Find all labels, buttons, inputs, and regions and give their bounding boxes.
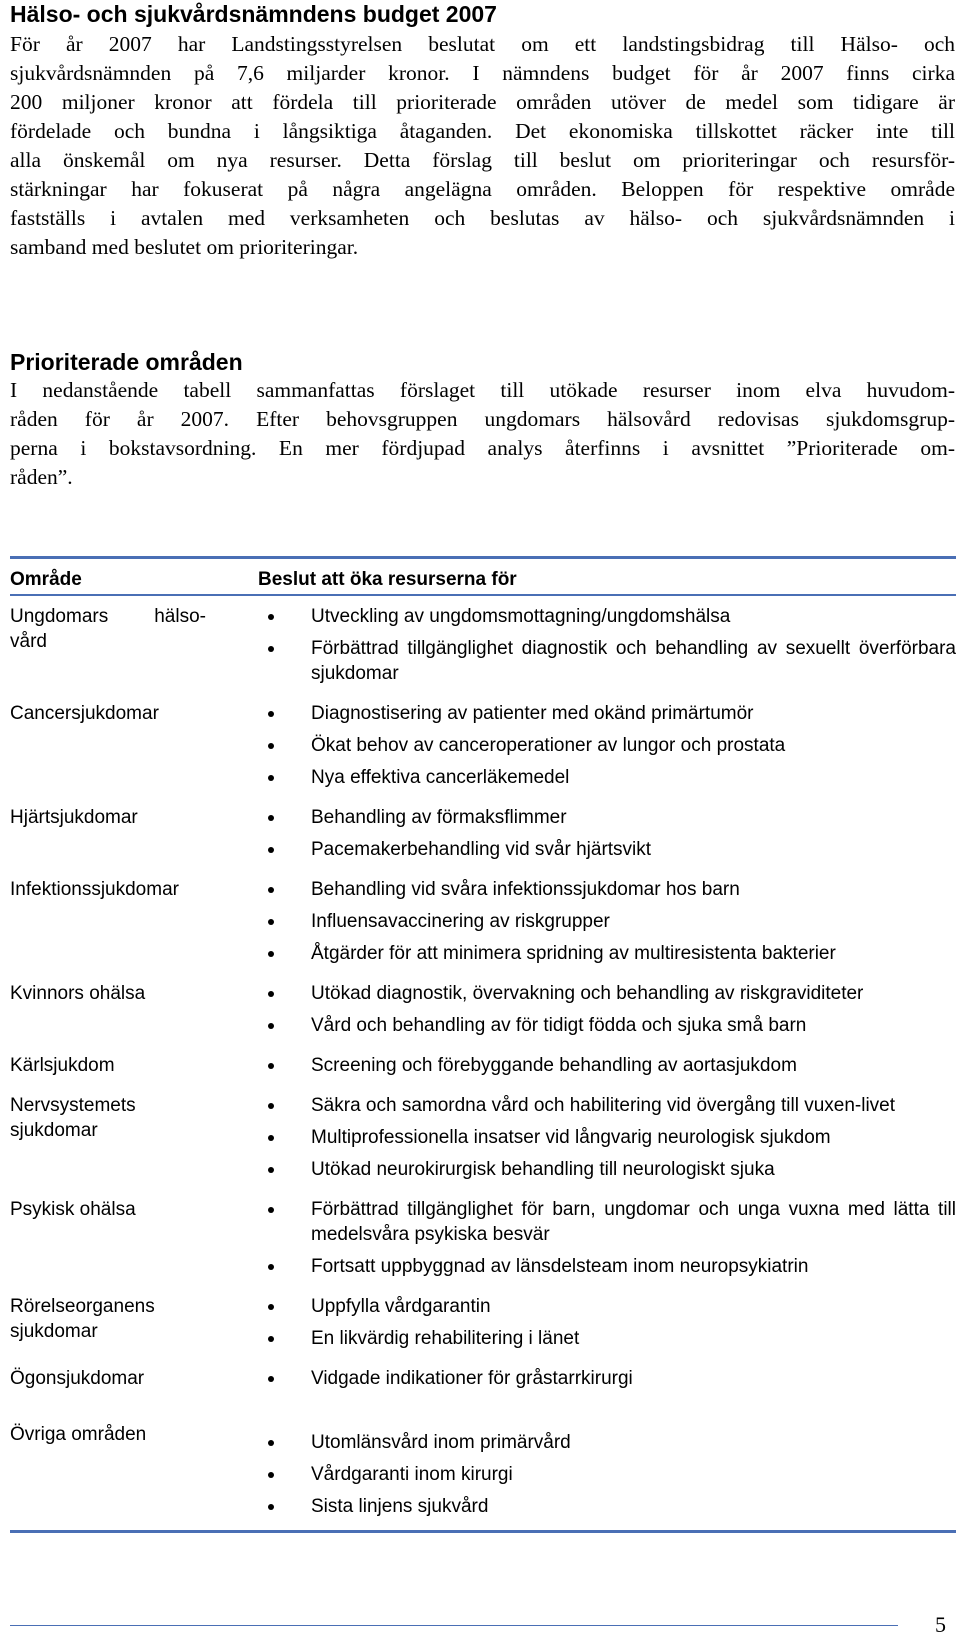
- area-label: Hjärtsjukdomar: [10, 807, 138, 828]
- decision-cell: [258, 973, 956, 1045]
- area-cell: [10, 973, 258, 1045]
- decision-cell: [258, 797, 956, 869]
- list-item: Utökad diagnostik, övervakning och behandling av riskgraviditeter: [258, 981, 956, 1006]
- area-cell: [10, 1398, 258, 1532]
- area-cell: [10, 869, 258, 973]
- decision-list: [258, 1189, 956, 1279]
- paragraph-line: fastställs i avtalen med verksamheten och beslutas av hälso- och sjukvårdsnämnden i: [10, 206, 955, 230]
- paragraph-line: råden för år 2007. Efter behovsgruppen ungdomars hälsovård redovisas sjukdomsgrup-: [10, 407, 955, 431]
- paragraph-line: alla önskemål om nya resurser. Detta förslag till beslut om prioriteringar och resursför-: [10, 148, 955, 172]
- area-cell: [10, 1286, 258, 1358]
- table-row: [10, 1189, 956, 1286]
- table-row: [10, 1045, 956, 1085]
- area-label: Cancersjukdomar: [10, 703, 159, 724]
- paragraph-line: samband med beslutet om prioriteringar.: [10, 235, 359, 259]
- priorities-paragraph: [10, 376, 955, 492]
- table-row: [10, 1398, 956, 1532]
- area-cell: [10, 1085, 258, 1189]
- table-header-row: [10, 558, 956, 596]
- decision-list: [258, 1358, 956, 1391]
- area-label: sjukdomar: [10, 1321, 98, 1342]
- list-item: Förbättrad tillgänglighet diagnostik och behandling av sexuellt överförbara sjukdomar: [258, 636, 956, 686]
- paragraph-line: sjukvårdsnämnden på 7,6 miljarder kronor. I nämndens budget för år 2007 finns cirka: [10, 61, 955, 85]
- area-cell: [10, 797, 258, 869]
- priorities-table: [10, 556, 956, 1533]
- area-label: Infektionssjukdomar: [10, 879, 179, 900]
- list-item: Behandling av förmaksflimmer: [258, 805, 956, 830]
- paragraph-line: perna i bokstavsordning. En mer fördjupad analys återfinns i avsnittet ”Prioriterade om-: [10, 436, 955, 460]
- area-label: Övriga områden: [10, 1424, 147, 1445]
- decision-list: [258, 797, 956, 862]
- section-title-budget: Hälso- och sjukvårdsnämndens budget 2007: [10, 1, 497, 27]
- area-label: Nervsystemets: [10, 1095, 136, 1116]
- budget-paragraph: [10, 30, 955, 262]
- decision-cell: [258, 693, 956, 797]
- table-row: [10, 595, 956, 693]
- decision-list: [258, 1045, 956, 1078]
- table-row: [10, 1286, 956, 1358]
- decision-list: [258, 693, 956, 790]
- list-item: Screening och förebyggande behandling av aortasjukdom: [258, 1053, 956, 1078]
- list-item: Pacemakerbehandling vid svår hjärtsvikt: [258, 837, 956, 862]
- area-label: Psykisk ohälsa: [10, 1199, 136, 1220]
- decision-cell: [258, 1286, 956, 1358]
- area-label: sjukdomar: [10, 1120, 98, 1141]
- decision-cell: [258, 869, 956, 973]
- decision-list: [258, 1286, 956, 1351]
- decision-list: [258, 596, 956, 686]
- paragraph-line: För år 2007 har Landstingsstyrelsen beslutat om ett landstingsbidrag till Hälso- och: [10, 32, 955, 56]
- area-cell: [10, 693, 258, 797]
- area-cell: [10, 1045, 258, 1085]
- decision-list: [258, 973, 956, 1038]
- list-item: Diagnostisering av patienter med okänd primärtumör: [258, 701, 956, 726]
- table-row: [10, 869, 956, 973]
- list-item: Åtgärder för att minimera spridning av multiresistenta bakterier: [258, 941, 956, 966]
- list-item: Ökat behov av canceroperationer av lungor och prostata: [258, 733, 956, 758]
- list-item: Fortsatt uppbyggnad av länsdelsteam inom neuropsykiatrin: [258, 1254, 956, 1279]
- paragraph-line: I nedanstående tabell sammanfattas förslaget till utökade resurser inom elva huvudom-: [10, 378, 955, 402]
- table-row: [10, 797, 956, 869]
- list-item: Behandling vid svåra infektionssjukdomar hos barn: [258, 877, 956, 902]
- decision-cell: [258, 1189, 956, 1286]
- paragraph-line: fördelade och bundna i långsiktiga åtaganden. Det ekonomiska tillskottet räcker inte till: [10, 119, 955, 143]
- area-label: vård: [10, 631, 47, 652]
- list-item: Multiprofessionella insatser vid långvarig neurologisk sjukdom: [258, 1125, 956, 1150]
- decision-list: [258, 1085, 956, 1182]
- table-row: [10, 1358, 956, 1398]
- list-item: Utveckling av ungdomsmottagning/ungdomshälsa: [258, 604, 956, 629]
- area-cell: [10, 595, 258, 693]
- list-item: Uppfylla vårdgarantin: [258, 1294, 956, 1319]
- list-item: Utomlänsvård inom primärvård: [258, 1430, 956, 1455]
- decision-list: [258, 869, 956, 966]
- decision-cell: [258, 1358, 956, 1398]
- list-item: Utökad neurokirurgisk behandling till neurologiskt sjuka: [258, 1157, 956, 1182]
- decision-cell: [258, 595, 956, 693]
- area-cell: [10, 1358, 258, 1398]
- list-item: Sista linjens sjukvård: [258, 1494, 956, 1519]
- area-label: Rörelseorganens: [10, 1296, 155, 1317]
- column-header-area: Område: [10, 558, 258, 596]
- footer-divider: [10, 1625, 898, 1626]
- table-row: [10, 1085, 956, 1189]
- list-item: En likvärdig rehabilitering i länet: [258, 1326, 956, 1351]
- paragraph-line: 200 miljoner kronor att fördela till prioriterade områden utöver de medel som tidigare är: [10, 90, 955, 114]
- column-header-decision: Beslut att öka resurserna för: [258, 558, 956, 596]
- area-label: Ungdomars hälso-: [10, 606, 206, 627]
- list-item: Vidgade indikationer för gråstarrkirurgi: [258, 1366, 956, 1391]
- table-row: [10, 973, 956, 1045]
- section-title-priorities: Prioriterade områden: [10, 349, 243, 375]
- paragraph-line: stärkningar har fokuserat på några angelägna områden. Beloppen för respektive område: [10, 177, 955, 201]
- decision-cell: [258, 1085, 956, 1189]
- list-item: Säkra och samordna vård och habilitering vid övergång till vuxen-livet: [258, 1093, 956, 1118]
- area-label: Ögonsjukdomar: [10, 1368, 145, 1389]
- decision-cell: [258, 1045, 956, 1085]
- table-body: [10, 595, 956, 1532]
- page-number: 5: [935, 1612, 946, 1637]
- list-item: Vård och behandling av för tidigt födda och sjuka små barn: [258, 1013, 956, 1038]
- list-item: Influensavaccinering av riskgrupper: [258, 909, 956, 934]
- list-item: Vårdgaranti inom kirurgi: [258, 1462, 956, 1487]
- area-label: Kärlsjukdom: [10, 1055, 115, 1076]
- decision-list: [258, 1422, 956, 1519]
- table-row: [10, 693, 956, 797]
- list-item: Nya effektiva cancerläkemedel: [258, 765, 956, 790]
- paragraph-line: råden”.: [10, 465, 73, 489]
- list-item: Förbättrad tillgänglighet för barn, ungdomar och unga vuxna med lätta till medelsvåra psykiska besvär: [258, 1197, 956, 1247]
- area-label: Kvinnors ohälsa: [10, 983, 146, 1004]
- decision-cell: [258, 1398, 956, 1532]
- area-cell: [10, 1189, 258, 1286]
